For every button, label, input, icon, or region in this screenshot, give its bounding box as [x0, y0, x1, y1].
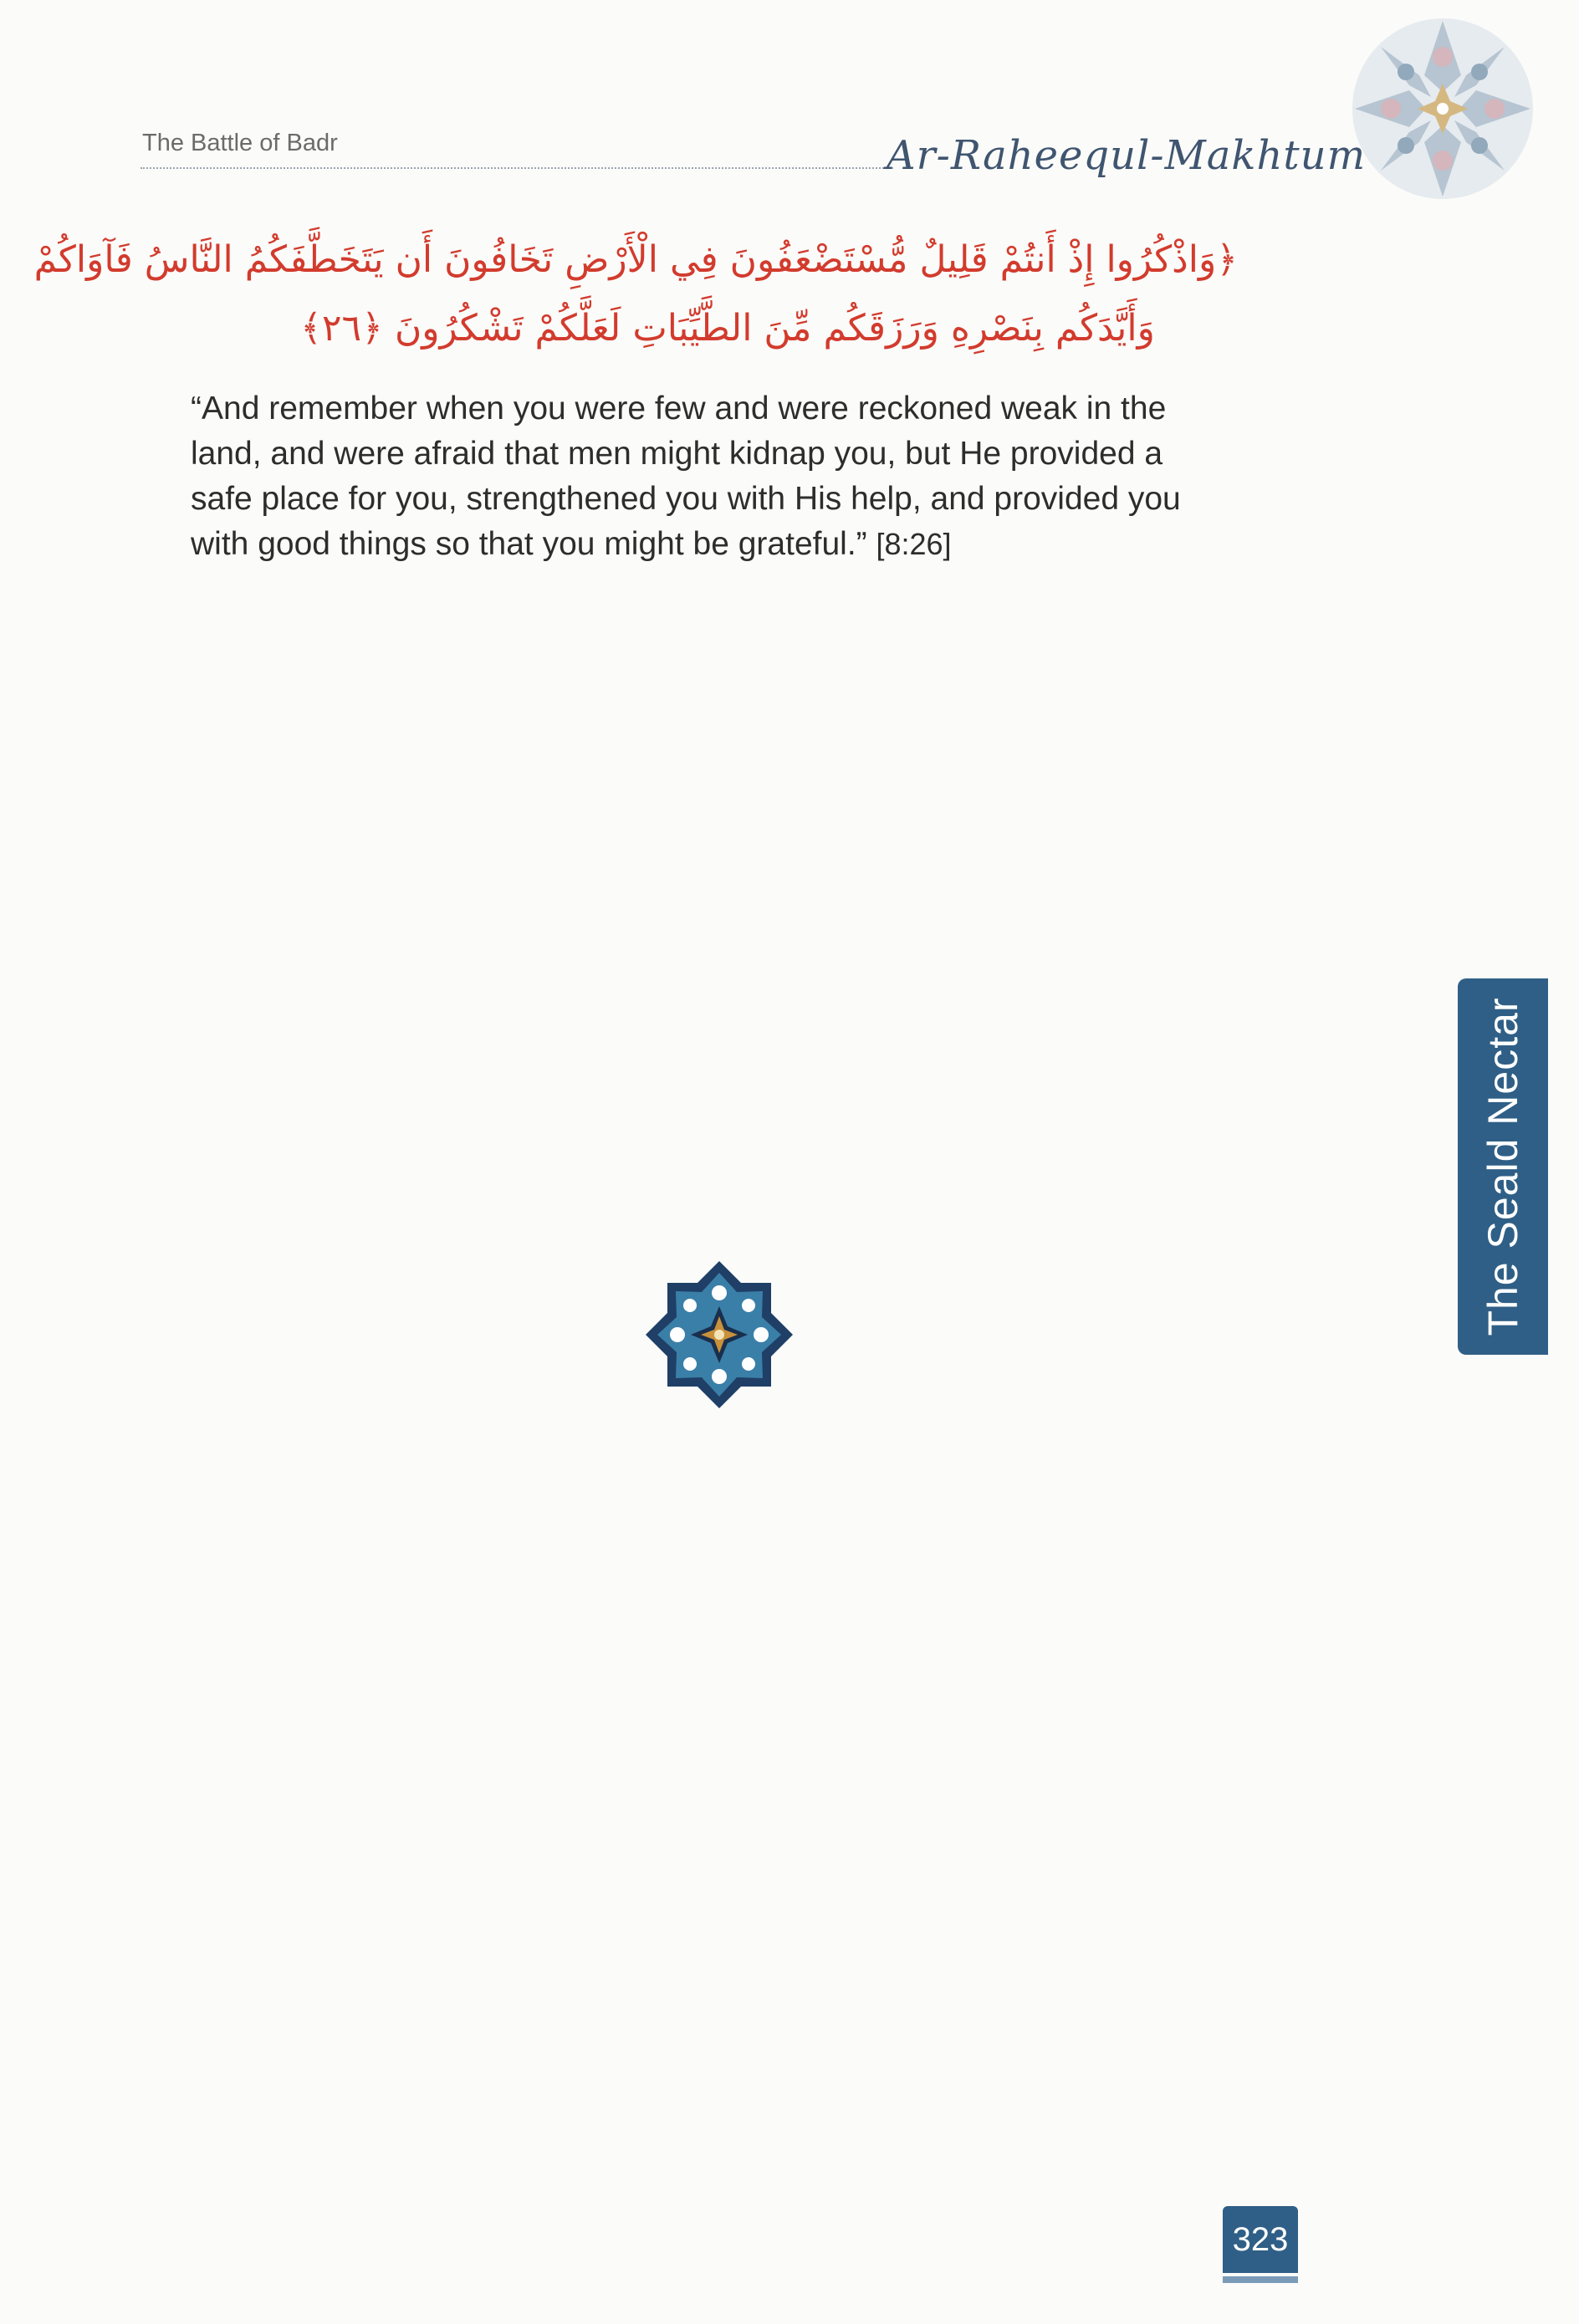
page-number: 323 [1232, 2221, 1289, 2258]
verse-reference: [8:26] [876, 527, 952, 561]
book-title: Ar-Raheequl-Makhtum [887, 132, 1367, 179]
section-title: The Battle of Badr [142, 130, 338, 156]
header-divider [141, 167, 893, 169]
arabic-verse-line: وَأَيَّدَكُم بِنَصْرِهِ وَرَزَقَكُم مِّنَ الطَّيِّبَاتِ لَعَلَّكُمْ تَشْكُرُونَ ﴿٢٦﴾ [300, 307, 1155, 350]
translation-line: with good things so that you might be grateful.” [191, 526, 867, 562]
page-number-badge [1223, 2206, 1298, 2273]
corner-ornament-icon [1338, 13, 1547, 205]
translation-line: “And remember when you were few and were reckoned weak in the [191, 391, 1167, 426]
side-tab [1458, 978, 1548, 1355]
arabic-verse [33, 226, 1238, 363]
center-ornament-icon [645, 1260, 794, 1409]
translation-line: land, and were afraid that men might kidnap you, but He provided a [191, 436, 1163, 472]
arabic-verse-line: ﴿وَاذْكُرُوا إِذْ أَنتُمْ قَلِيلٌ مُّسْتَضْعَفُونَ فِي الْأَرْضِ تَخَافُونَ أَن يَتَخَطَّفَكُمُ النَّاسُ فَآوَاكُمْ [33, 238, 1238, 281]
side-tab-label: The Seald Nectar [1479, 997, 1526, 1336]
translation-line-last [191, 522, 1261, 567]
page-number-underline [1223, 2276, 1298, 2283]
verse-translation [191, 386, 1261, 567]
translation-line: safe place for you, strengthened you with His help, and provided you [191, 481, 1181, 517]
